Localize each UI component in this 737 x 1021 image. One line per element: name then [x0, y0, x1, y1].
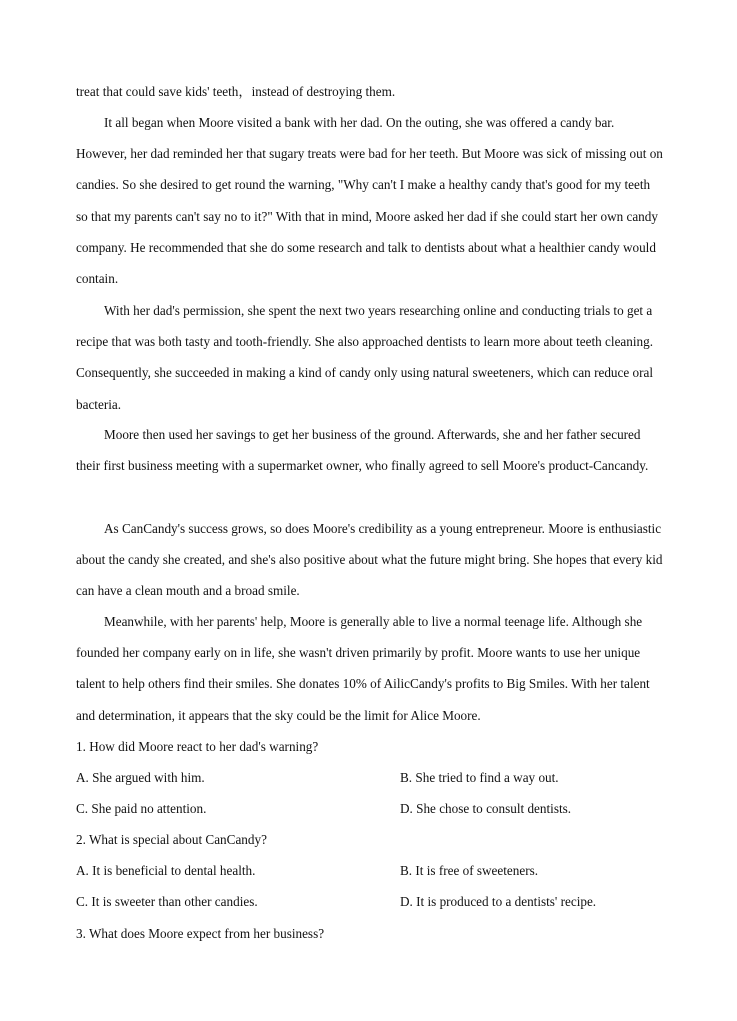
question-1-option-b: B. She tried to find a way out.: [400, 770, 559, 785]
passage-paragraph-5: Meanwhile, with her parents' help, Moore is generally able to live a normal teenage life. Although she founded her company early on in life, she wasn't driven primarily by profit. Moore wants to use her unique talent to help others find their smiles. She donates 10% of AilicCandy's profits to Big Smiles. With her talent and determination, it appears that the sky could be the limit for Alice Moore.: [76, 614, 650, 723]
question-2-option-a: A. It is beneficial to dental health.: [76, 863, 256, 878]
question-2-option-c: C. It is sweeter than other candies.: [76, 894, 258, 909]
passage-paragraph-2: With her dad's permission, she spent the next two years researching online and conducting trials to get a recipe that was both tasty and tooth-friendly. She also approached dentists to learn more about teeth cleaning. Consequently, she succeeded in making a kind of candy only using natural sweeteners, which can reduce oral bacteria.: [76, 303, 654, 412]
question-2-option-d: D. It is produced to a dentists' recipe.: [400, 894, 597, 909]
passage-paragraph-3: Moore then used her savings to get her business of the ground. Afterwards, she and her father secured their first business meeting with a supermarket owner, who finally agreed to sell Moore's product-Cancandy.: [76, 427, 649, 474]
passage-paragraph-4: As CanCandy's success grows, so does Moore's credibility as a young entrepreneur. Moore is enthusiastic about the candy she created, and she's also positive about what the future might bring. She hopes that every kid can have a clean mouth and a broad smile.: [76, 521, 663, 599]
passage-paragraph-1: It all began when Moore visited a bank with her dad. On the outing, she was offered a candy bar. However, her dad reminded her that sugary treats were bad for her teeth. But Moore was sick of missing out on candies. So she desired to get round the warning, "Why can't I make a healthy candy that's good for my teeth so that my parents can't say no to it?" With that in mind, Moore asked her dad if she could start her own candy company. He recommended that she do some research and talk to dentists about what a healthier candy would contain.: [76, 115, 663, 287]
question-2-stem: 2. What is special about CanCandy?: [76, 832, 267, 847]
question-1-option-a: A. She argued with him.: [76, 770, 205, 785]
question-1-stem: 1. How did Moore react to her dad's warning?: [76, 739, 319, 754]
question-2-option-b: B. It is free of sweeteners.: [400, 863, 539, 878]
question-1-option-d: D. She chose to consult dentists.: [400, 801, 572, 816]
question-1-option-c: C. She paid no attention.: [76, 801, 207, 816]
question-3-stem: 3. What does Moore expect from her business?: [76, 926, 325, 941]
passage-paragraph-continued: treat that could save kids' teeth，instead of destroying them.: [76, 84, 396, 99]
